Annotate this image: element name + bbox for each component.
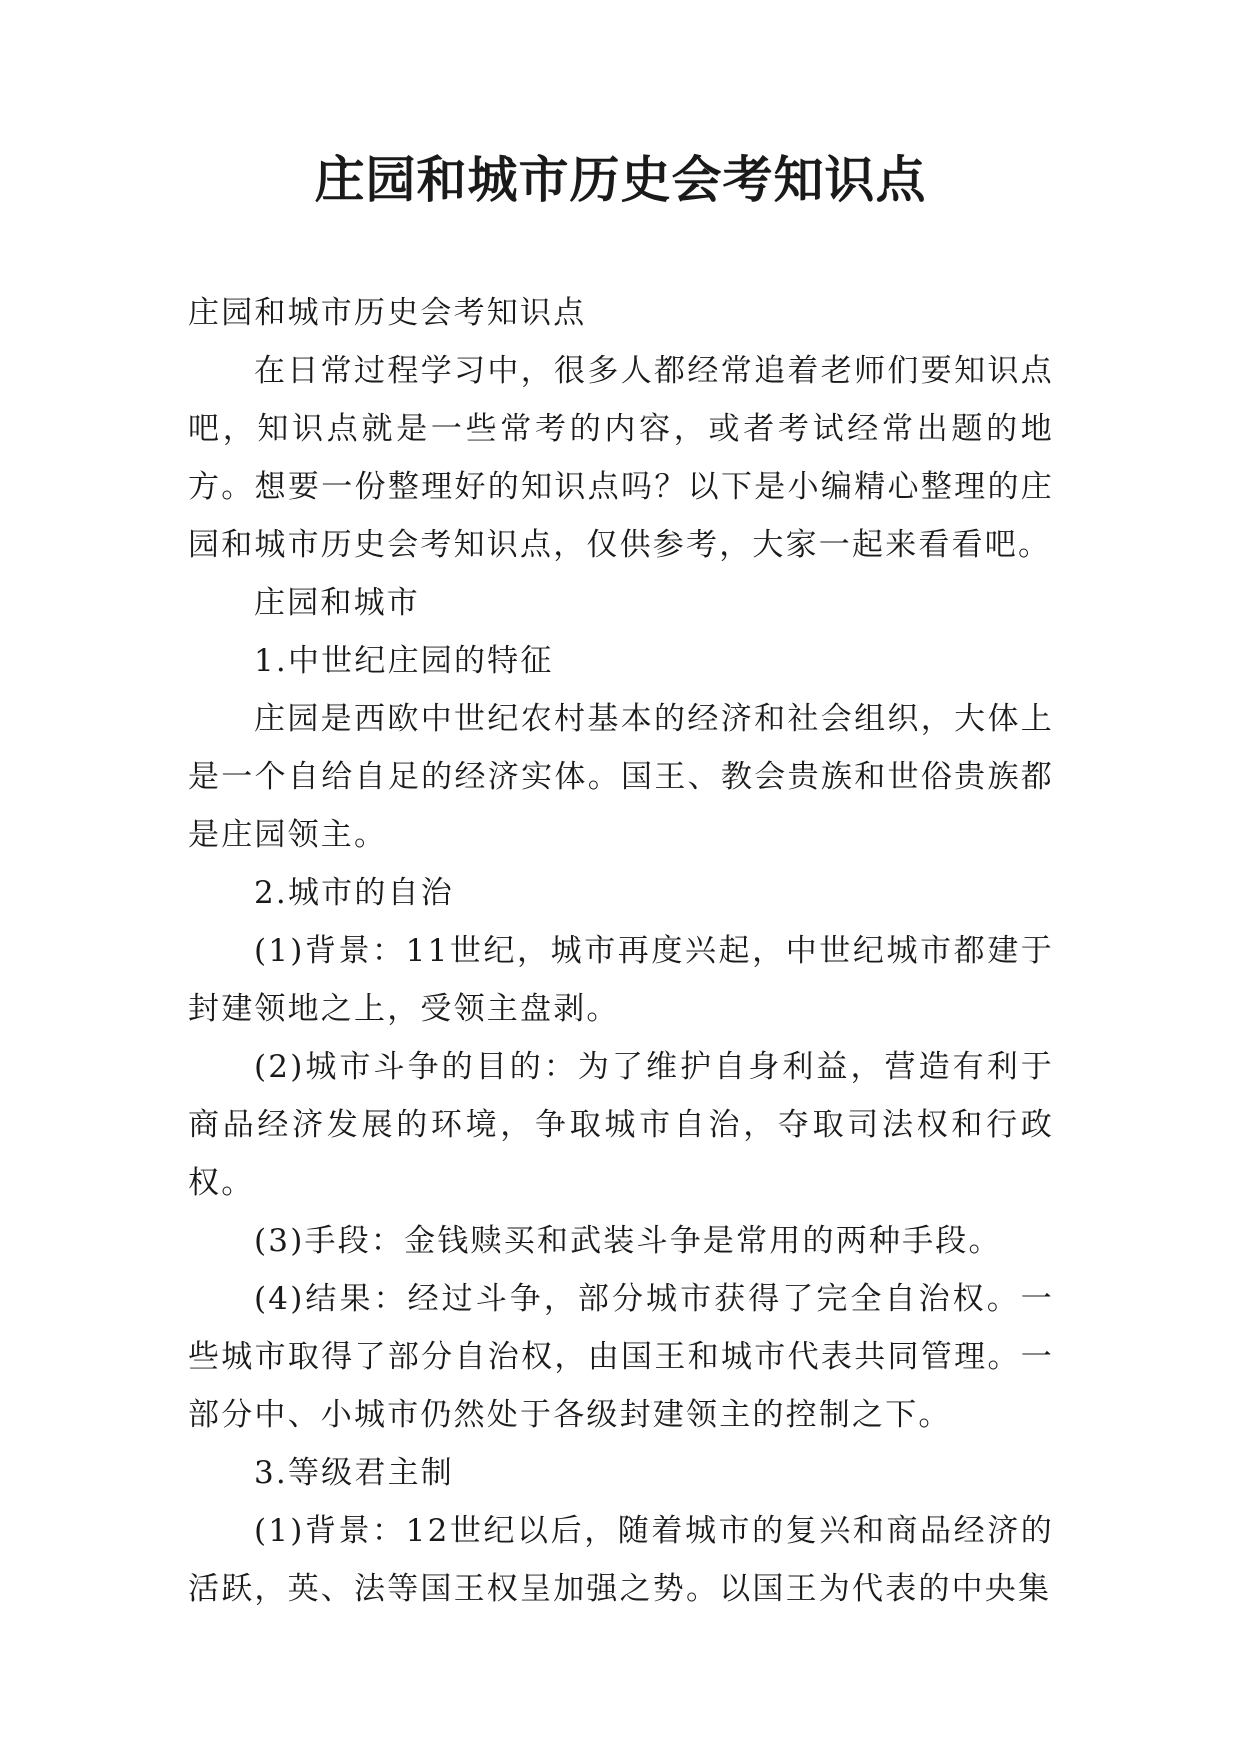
point-heading-3: 3.等级君主制 bbox=[254, 1455, 454, 1491]
document-body bbox=[188, 284, 1054, 1618]
sub-point-paragraph: (1)背景：11世纪，城市再度兴起，中世纪城市都建于封建领地之上，受领主盘剥。 bbox=[188, 933, 1054, 1027]
sub-point-paragraph: (4)结果：经过斗争，部分城市获得了完全自治权。一些城市取得了部分自治权，由国王和城市代表共同管理。一部分中、小城市仍然处于各级封建领主的控制之下。 bbox=[188, 1281, 1054, 1433]
point-heading-1: 1.中世纪庄园的特征 bbox=[254, 643, 554, 679]
point-paragraph-1: 庄园是西欧中世纪农村基本的经济和社会组织，大体上是一个自给自足的经济实体。国王、教会贵族和世俗贵族都是庄园领主。 bbox=[188, 701, 1054, 853]
sub-point-paragraph: (1)背景：12世纪以后，随着城市的复兴和商品经济的活跃，英、法等国王权呈加强之势。以国王为代表的中央集 bbox=[188, 1513, 1054, 1607]
section-heading: 庄园和城市 bbox=[254, 585, 420, 621]
sub-point-paragraph: (3)手段：金钱赎买和武装斗争是常用的两种手段。 bbox=[254, 1223, 1002, 1259]
sub-point-paragraph: (2)城市斗争的目的：为了维护自身利益，营造有利于商品经济发展的环境，争取城市自治，夺取司法权和行政权。 bbox=[188, 1049, 1054, 1201]
point-heading-2: 2.城市的自治 bbox=[254, 875, 454, 911]
subtitle-paragraph: 庄园和城市历史会考知识点 bbox=[188, 295, 587, 331]
intro-paragraph: 在日常过程学习中，很多人都经常追着老师们要知识点吧，知识点就是一些常考的内容，或者考试经常出题的地方。想要一份整理好的知识点吗？以下是小编精心整理的庄园和城市历史会考知识点，仅供参考，大家一起来看看吧。 bbox=[188, 353, 1054, 563]
document-title: 庄园和城市历史会考知识点 bbox=[314, 150, 927, 209]
